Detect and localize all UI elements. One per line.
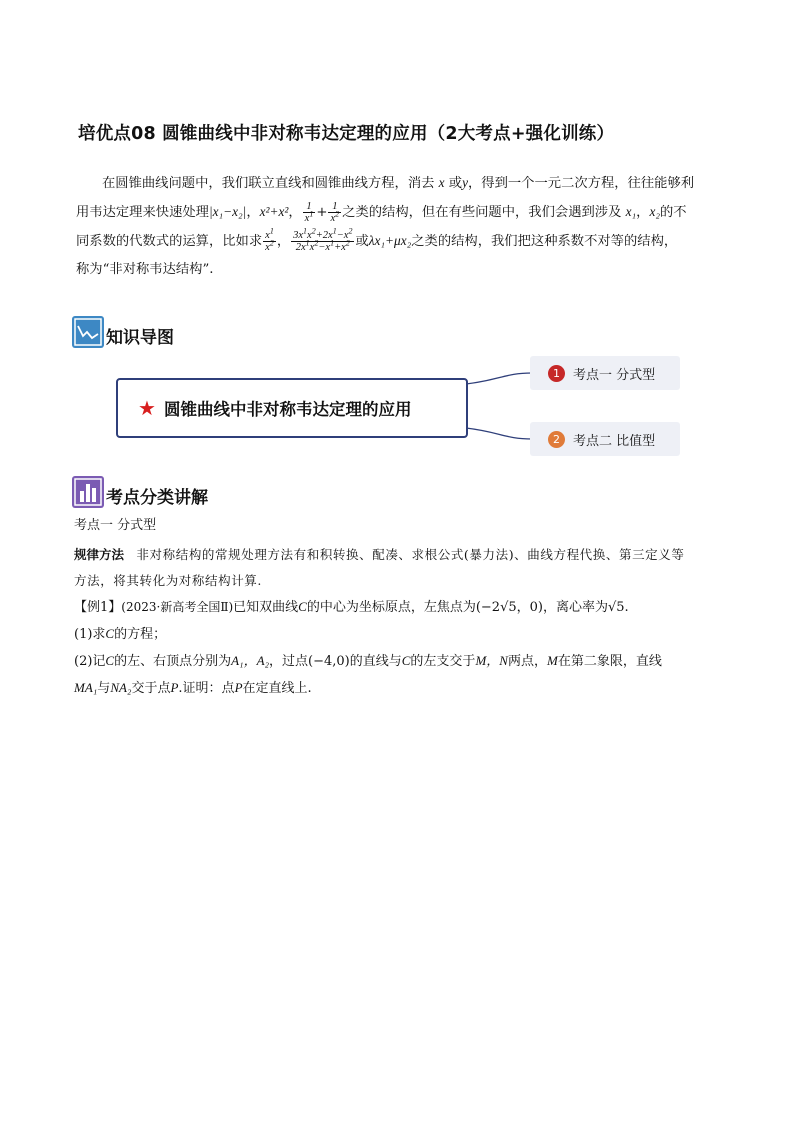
- intro-line-3: 同系数的代数式的运算，比如求 $\frac{x^1}{x^2}$ ， $\frac{3x^1x^2+2x^1-x^2}{2x^1x^2-x^1+x^2}$ 或λx₁+μx₂之类的结构，我们把这种系数不对等的结构，: [76, 226, 678, 253]
- method-line-2: 方法，将其转化为对称结构计算.: [74, 573, 262, 588]
- example-1-question-2: (2)记C的左、右顶点分别为A₁，A₂，过点(−4,0)的直线与C的左支交于M，N两点，M在第二象限，直线: [74, 653, 662, 669]
- intro-line-4: 称为“非对称韦达结构”.: [76, 262, 214, 277]
- intro-line-1: 在圆锥曲线问题中，我们联立直线和圆锥曲线方程，消去 x 或y，得到一个一元二次方程，往往能够利: [102, 175, 695, 191]
- example-1-question-1: (1)求C的方程；: [74, 626, 167, 642]
- star-icon: ★: [138, 396, 156, 420]
- section-label-classification: 考点分类讲解: [106, 488, 208, 508]
- mindmap-node-2: [530, 422, 680, 456]
- fraction-1-over-x1: $\frac{1}{x^1}$: [304, 201, 314, 224]
- example-1-statement: 【例1】(2023·新高考全国Ⅱ)已知双曲线C的中心为坐标原点，左焦点为(−2√5，0)，离心率为√5.: [74, 599, 629, 615]
- method-block: [74, 542, 734, 593]
- mindmap-main-label: 圆锥曲线中非对称韦达定理的应用: [163, 400, 412, 419]
- example-1-question-2-cont: MA₁与NA₂交于点P.证明：点P在定直线上.: [74, 680, 312, 696]
- fraction-x1-over-x2: $\frac{x^1}{x^2}$: [265, 226, 274, 253]
- bar-chart-icon: [72, 476, 104, 508]
- example-1: [74, 594, 734, 702]
- number-badge-2: 2: [548, 431, 565, 448]
- fraction-1-over-x2: $\frac{1}{x^2}$: [330, 201, 340, 224]
- mindmap-node-2-label: 考点二 比值型: [573, 433, 656, 449]
- section-label-knowledge-map: 知识导图: [106, 328, 174, 348]
- mindmap-node-1-label: 考点一 分式型: [573, 367, 656, 383]
- mindmap-main-topic: [116, 378, 468, 438]
- point-1-heading: 考点一 分式型: [74, 518, 157, 533]
- mindmap-node-1: [530, 356, 680, 390]
- bar-chart-glyph: [72, 476, 104, 508]
- method-line-1: 规律方法 非对称结构的常规处理方法有和积转换、配凑、求根公式(暴力法)、曲线方程代换、第三定义等: [74, 547, 685, 562]
- intro-line-2: 用韦达定理来快速处理|x₁−x₂|，x²+x²， $\frac{1}{x^1}$ + $\frac{1}{x^2}$ 之类的结构，但在有些问题中，我们会遇到涉及 x₁，x₂的不: [76, 201, 687, 224]
- fraction-compound: $\frac{3x^1x^2+2x^1-x^2}{2x^1x^2-x^1+x^2}$: [293, 226, 353, 253]
- page-title: 培优点08 圆锥曲线中非对称韦达定理的应用（2大考点+强化训练）: [78, 124, 615, 144]
- section-classification: [72, 476, 208, 508]
- number-badge-1: 1: [548, 365, 565, 382]
